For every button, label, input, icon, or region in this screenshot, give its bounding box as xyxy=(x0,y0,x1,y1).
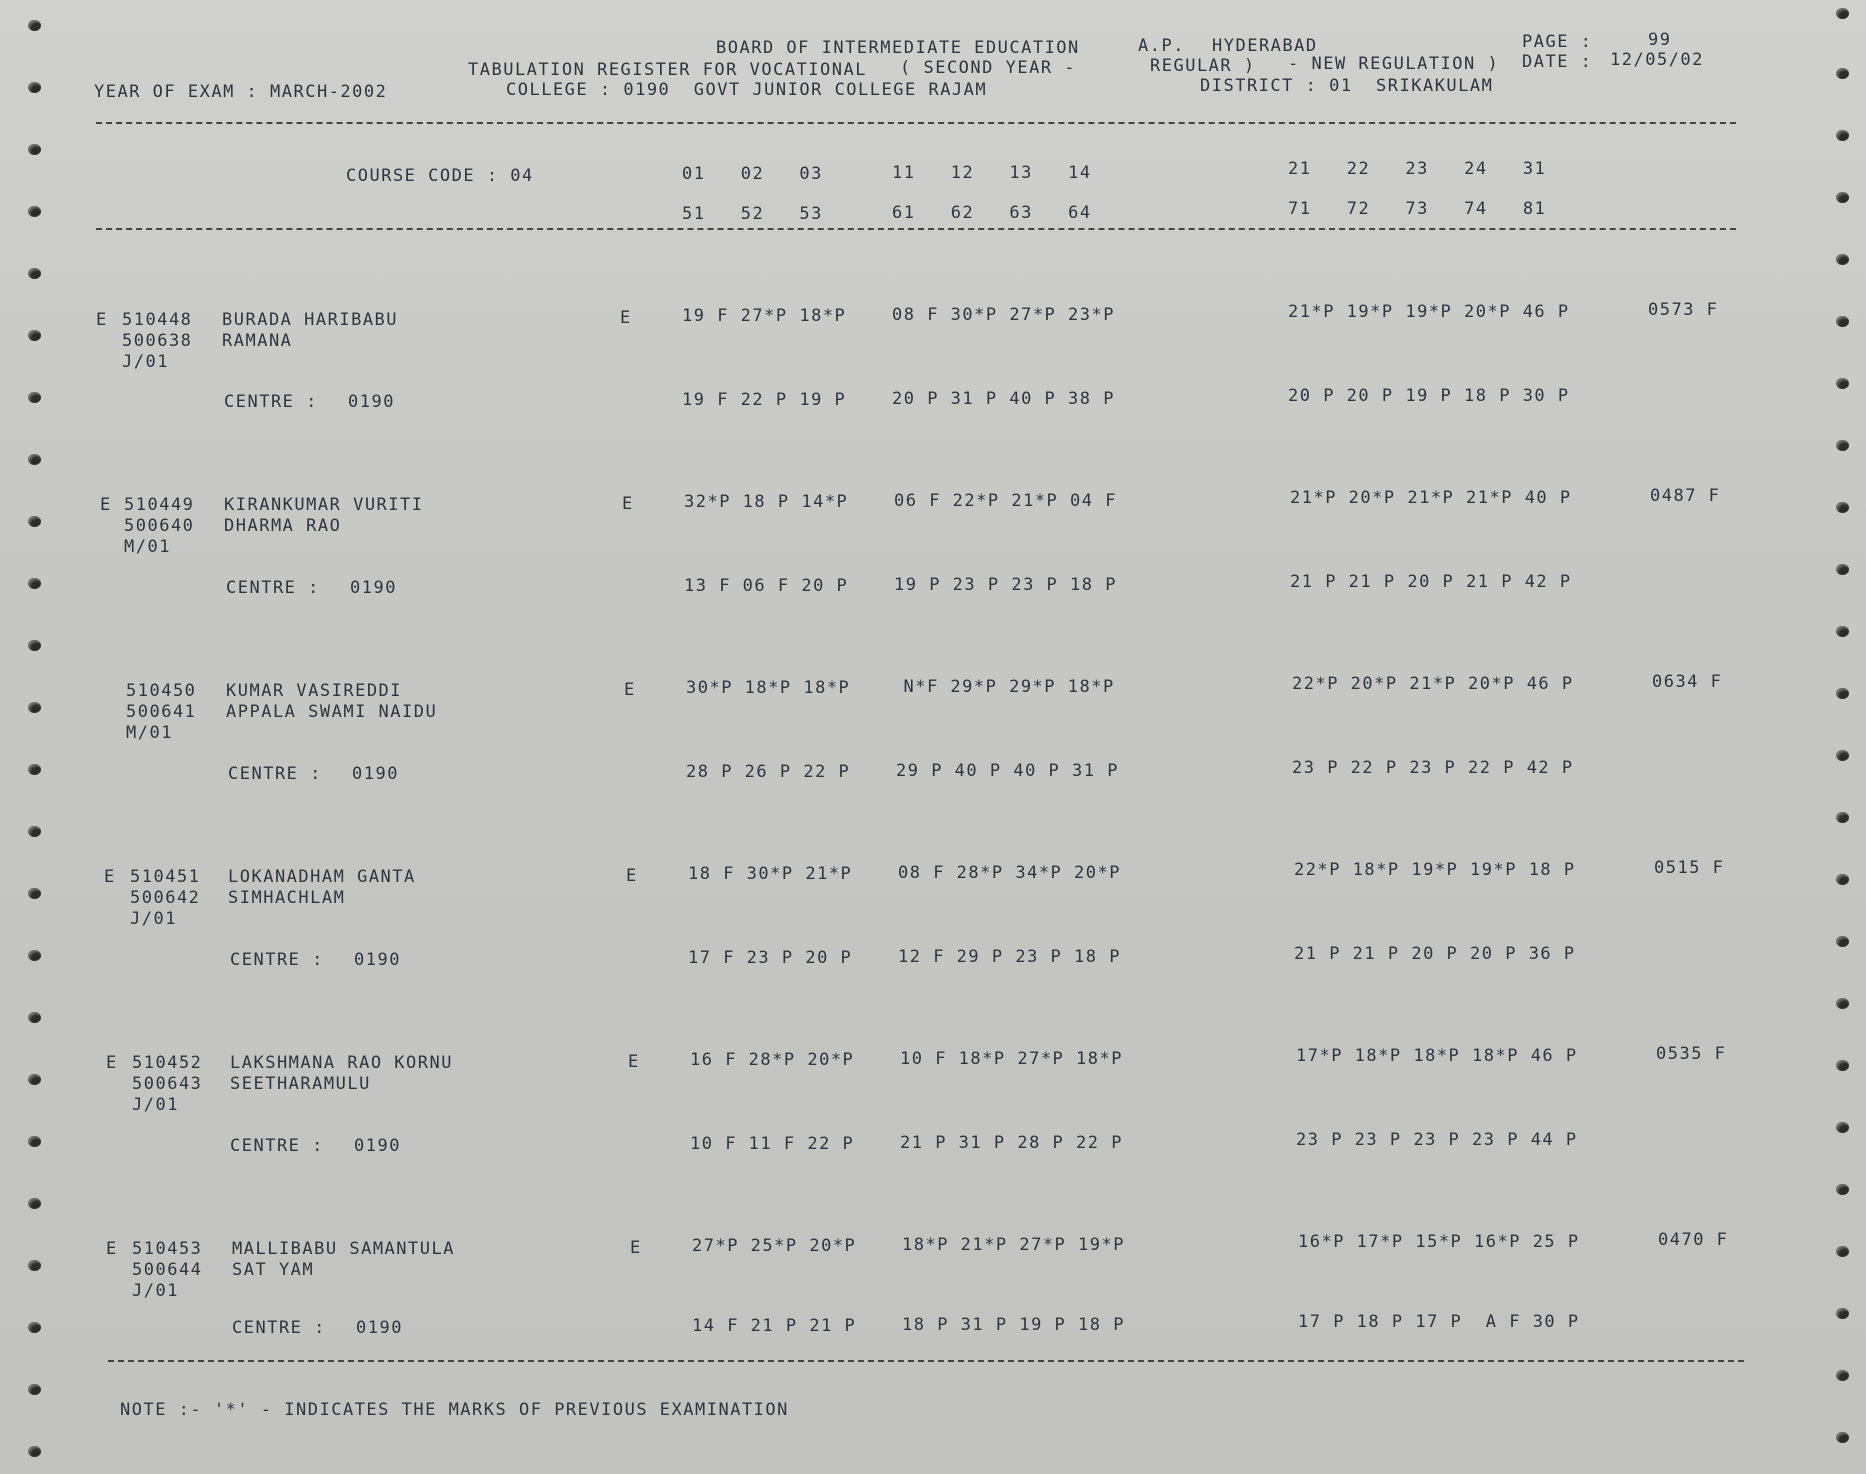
marks-row2-part1: 10 F 11 F 22 P xyxy=(690,1134,855,1154)
student-medium: E xyxy=(620,308,632,328)
student-father-name: SAT YAM xyxy=(232,1260,315,1280)
student-hall-ticket: 500641 xyxy=(126,702,197,722)
district: DISTRICT : 01 SRIKAKULAM xyxy=(1200,76,1494,96)
marks-row2-part2: 19 P 23 P 23 P 18 P xyxy=(894,575,1117,595)
centre-code: 0190 xyxy=(356,1318,403,1338)
year-of-exam: YEAR OF EXAM : MARCH-2002 xyxy=(94,82,388,102)
student-group: M/01 xyxy=(124,537,171,557)
student-name: LOKANADHAM GANTA xyxy=(228,867,416,887)
marks-row2-part1: 28 P 26 P 22 P xyxy=(686,762,851,782)
marks-row2-part1: 19 F 22 P 19 P xyxy=(682,390,847,410)
marks-row1-part2: 18*P 21*P 27*P 19*P xyxy=(902,1235,1125,1255)
centre-label: CENTRE : xyxy=(226,578,320,598)
student-group: J/01 xyxy=(122,352,169,372)
marks-row1-part1: 16 F 28*P 20*P xyxy=(690,1050,855,1070)
student-father-name: APPALA SWAMI NAIDU xyxy=(226,702,438,722)
student-reg-no: 510453 xyxy=(132,1239,203,1259)
student-prefix: E xyxy=(106,1239,118,1259)
course-rule xyxy=(96,228,1736,230)
marks-row2-part3: 21 P 21 P 20 P 21 P 42 P xyxy=(1290,572,1572,592)
centre-code: 0190 xyxy=(350,578,397,598)
subject-codes-top-a: 01 02 03 xyxy=(682,164,823,184)
marks-row1-part3: 22*P 20*P 21*P 20*P 46 P xyxy=(1292,674,1574,694)
student-reg-no: 510449 xyxy=(124,495,195,515)
marks-row2-part2: 18 P 31 P 19 P 18 P xyxy=(902,1315,1125,1335)
marks-row2-part2: 29 P 40 P 40 P 31 P xyxy=(896,761,1119,781)
student-total: 0515 F xyxy=(1654,858,1725,878)
header-rule xyxy=(96,122,1736,124)
student-total: 0470 F xyxy=(1658,1230,1729,1250)
student-hall-ticket: 500644 xyxy=(132,1260,203,1280)
student-hall-ticket: 500642 xyxy=(130,888,201,908)
centre-label: CENTRE : xyxy=(224,392,318,412)
marks-row1-part2: 08 F 28*P 34*P 20*P xyxy=(898,863,1121,883)
regulation-label: - NEW REGULATION ) xyxy=(1288,54,1500,74)
year-part: ( SECOND YEAR - xyxy=(900,58,1077,78)
footer-rule xyxy=(108,1360,1744,1362)
student-prefix: E xyxy=(100,495,112,515)
centre-code: 0190 xyxy=(352,764,399,784)
student-name: KIRANKUMAR VURITI xyxy=(224,495,424,515)
student-father-name: SIMHACHLAM xyxy=(228,888,346,908)
student-name: BURADA HARIBABU xyxy=(222,310,399,330)
student-medium: E xyxy=(630,1238,642,1258)
marks-row1-part3: 21*P 19*P 19*P 20*P 46 P xyxy=(1288,302,1570,322)
page-label: PAGE : xyxy=(1522,32,1593,52)
student-reg-no: 510452 xyxy=(132,1053,203,1073)
marks-row2-part1: 14 F 21 P 21 P xyxy=(692,1316,857,1336)
subject-codes-bottom-a: 51 52 53 xyxy=(682,204,823,224)
centre-label: CENTRE : xyxy=(230,950,324,970)
student-name: KUMAR VASIREDDI xyxy=(226,681,403,701)
marks-row2-part1: 13 F 06 F 20 P xyxy=(684,576,849,596)
student-father-name: SEETHARAMULU xyxy=(230,1074,371,1094)
student-reg-no: 510451 xyxy=(130,867,201,887)
marks-row2-part1: 17 F 23 P 20 P xyxy=(688,948,853,968)
register-title: TABULATION REGISTER FOR VOCATIONAL xyxy=(468,60,867,80)
marks-row2-part2: 21 P 31 P 28 P 22 P xyxy=(900,1133,1123,1153)
student-hall-ticket: 500640 xyxy=(124,516,195,536)
student-hall-ticket: 500638 xyxy=(122,331,193,351)
student-medium: E xyxy=(622,494,634,514)
student-medium: E xyxy=(628,1052,640,1072)
centre-code: 0190 xyxy=(354,1136,401,1156)
student-reg-no: 510450 xyxy=(126,681,197,701)
subject-codes-bottom-b: 61 62 63 64 xyxy=(892,203,1092,223)
marks-row1-part2: 08 F 30*P 27*P 23*P xyxy=(892,305,1115,325)
subject-codes-bottom-c: 71 72 73 74 81 xyxy=(1288,199,1547,219)
student-prefix: E xyxy=(106,1053,118,1073)
marks-row2-part2: 20 P 31 P 40 P 38 P xyxy=(892,389,1115,409)
marks-row2-part3: 21 P 21 P 20 P 20 P 36 P xyxy=(1294,944,1576,964)
student-total: 0487 F xyxy=(1650,486,1721,506)
state: A.P. xyxy=(1138,36,1185,56)
student-group: J/01 xyxy=(132,1095,179,1115)
board-title: BOARD OF INTERMEDIATE EDUCATION xyxy=(716,38,1080,58)
student-medium: E xyxy=(626,866,638,886)
marks-row1-part3: 22*P 18*P 19*P 19*P 18 P xyxy=(1294,860,1576,880)
student-medium: E xyxy=(624,680,636,700)
regular-label: REGULAR ) xyxy=(1150,56,1256,76)
marks-row1-part2: N*F 29*P 29*P 18*P xyxy=(880,677,1115,697)
marks-row1-part2: 06 F 22*P 21*P 04 F xyxy=(894,491,1117,511)
marks-row1-part3: 17*P 18*P 18*P 18*P 46 P xyxy=(1296,1046,1578,1066)
centre-code: 0190 xyxy=(348,392,395,412)
student-name: MALLIBABU SAMANTULA xyxy=(232,1239,455,1259)
marks-row1-part1: 27*P 25*P 20*P xyxy=(692,1236,857,1256)
student-father-name: RAMANA xyxy=(222,331,293,351)
student-prefix: E xyxy=(104,867,116,887)
marks-row1-part1: 19 F 27*P 18*P xyxy=(682,306,847,326)
marks-row2-part3: 17 P 18 P 17 P A F 30 P xyxy=(1298,1312,1580,1332)
student-group: J/01 xyxy=(130,909,177,929)
marks-row2-part3: 23 P 23 P 23 P 23 P 44 P xyxy=(1296,1130,1578,1150)
student-reg-no: 510448 xyxy=(122,310,193,330)
student-total: 0634 F xyxy=(1652,672,1723,692)
marks-row1-part3: 16*P 17*P 15*P 16*P 25 P xyxy=(1298,1232,1580,1252)
marks-row1-part2: 10 F 18*P 27*P 18*P xyxy=(900,1049,1123,1069)
college: COLLEGE : 0190 GOVT JUNIOR COLLEGE RAJAM xyxy=(506,80,988,100)
centre-code: 0190 xyxy=(354,950,401,970)
marks-row1-part1: 18 F 30*P 21*P xyxy=(688,864,853,884)
footer-note: NOTE :- '*' - INDICATES THE MARKS OF PREVIOUS EXAMINATION xyxy=(120,1400,789,1420)
subject-codes-top-b: 11 12 13 14 xyxy=(892,163,1092,183)
marks-row2-part3: 20 P 20 P 19 P 18 P 30 P xyxy=(1288,386,1570,406)
student-hall-ticket: 500643 xyxy=(132,1074,203,1094)
page-number: 99 xyxy=(1648,30,1672,50)
marks-row1-part1: 32*P 18 P 14*P xyxy=(684,492,849,512)
student-name: LAKSHMANA RAO KORNU xyxy=(230,1053,453,1073)
centre-label: CENTRE : xyxy=(230,1136,324,1156)
date-value: 12/05/02 xyxy=(1610,50,1704,70)
centre-label: CENTRE : xyxy=(228,764,322,784)
marks-row2-part3: 23 P 22 P 23 P 22 P 42 P xyxy=(1292,758,1574,778)
marks-row1-part3: 21*P 20*P 21*P 21*P 40 P xyxy=(1290,488,1572,508)
marks-row1-part1: 30*P 18*P 18*P xyxy=(686,678,851,698)
student-total: 0573 F xyxy=(1648,300,1719,320)
student-group: M/01 xyxy=(126,723,173,743)
course-code: COURSE CODE : 04 xyxy=(346,166,534,186)
marks-row2-part2: 12 F 29 P 23 P 18 P xyxy=(898,947,1121,967)
student-prefix: E xyxy=(96,310,108,330)
date-label: DATE : xyxy=(1522,52,1593,72)
subject-codes-top-c: 21 22 23 24 31 xyxy=(1288,159,1547,179)
centre-label: CENTRE : xyxy=(232,1318,326,1338)
student-father-name: DHARMA RAO xyxy=(224,516,342,536)
student-group: J/01 xyxy=(132,1281,179,1301)
student-total: 0535 F xyxy=(1656,1044,1727,1064)
city: HYDERABAD xyxy=(1212,36,1318,56)
